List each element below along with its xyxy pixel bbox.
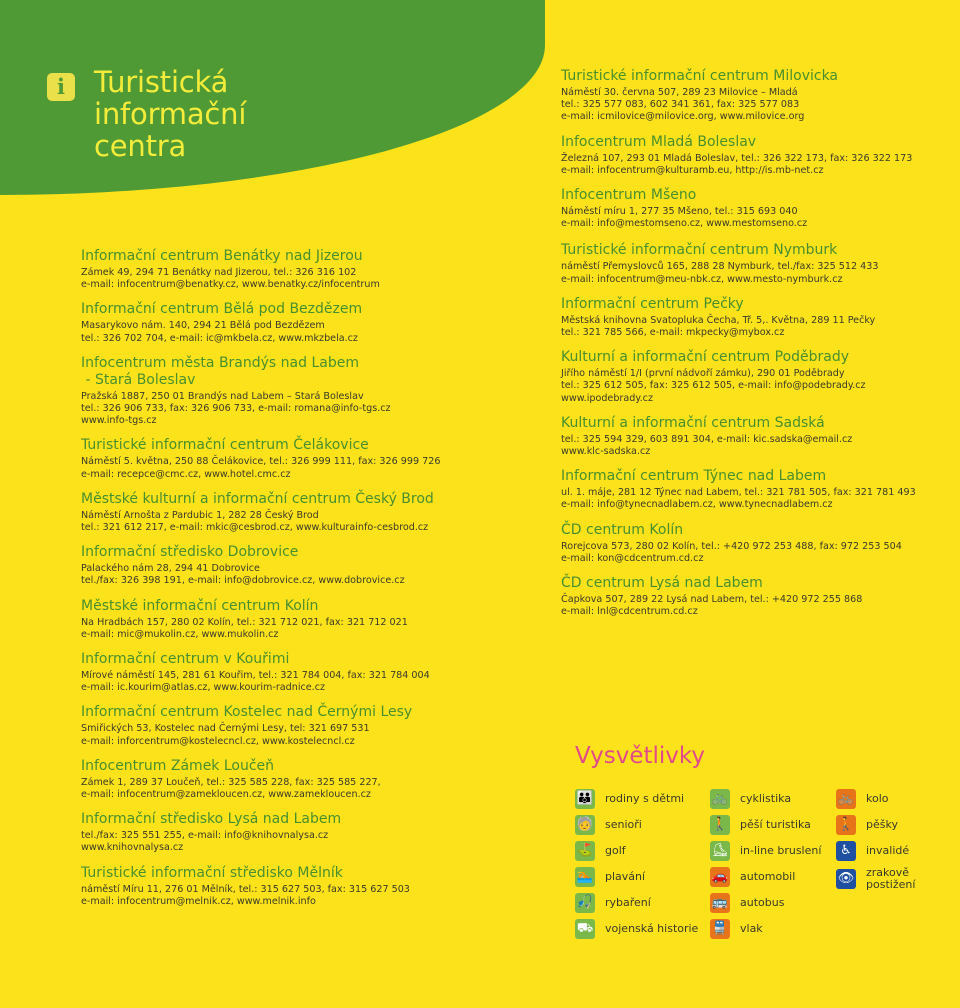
entry-line: e-mail: infocentrum@meu-nbk.cz, www.mesto-nymburk.cz — [561, 273, 843, 285]
legend-item-fishing — [575, 893, 651, 913]
legend-item-inline-skating — [710, 841, 821, 861]
fishing-icon: 🎣 — [575, 893, 595, 913]
entry-title: Informační středisko Dobrovice — [81, 544, 299, 561]
legend-item-walking — [836, 815, 898, 835]
entry-line: Čapkova 507, 289 22 Lysá nad Labem, tel.: +420 972 255 868 — [561, 594, 863, 606]
entry-line: e-mail: ic.kourim@atlas.cz, www.kourim-radnice.cz — [81, 682, 326, 694]
legend-label: rodiny s dětmi — [605, 792, 685, 805]
entry-title: Turistické informační centrum Nymburk — [561, 242, 838, 259]
entry-title: Turistické informační centrum Čelákovice — [81, 437, 369, 454]
entry-title: Turistické informační středisko Mělník — [81, 864, 343, 881]
legend-title: Vysvětlivky — [575, 743, 705, 769]
walking-icon: 🚶 — [836, 815, 856, 835]
entry-line: e-mail: info@mestomseno.cz, www.mestomseno.cz — [561, 218, 808, 230]
legend-label: kolo — [866, 792, 889, 805]
entry-title: Informační centrum Kostelec nad Černými Lesy — [81, 704, 413, 721]
entry-nymburk — [561, 242, 946, 285]
right-column — [561, 68, 946, 618]
entry-line: tel./fax: 326 398 191, e-mail: info@dobrovice.cz, www.dobrovice.cz — [81, 575, 405, 587]
entry-line: Masarykovo nám. 140, 294 21 Bělá pod Bezdězem — [81, 320, 325, 332]
entry-line: e-mail: infocentrum@zamekloucen.cz, www.zamekloucen.cz — [81, 789, 371, 801]
entry-line: e-mail: icmilovice@milovice.org, www.milovice.org — [561, 111, 805, 123]
entry-line: Městská knihovna Svatopluka Čecha, Tř. 5,. Května, 289 11 Pečky — [561, 314, 876, 326]
entry-line: e-mail: inforcentrum@kostelecncl.cz, www.kostelecncl.cz — [81, 735, 355, 747]
legend-label: pěší turistika — [740, 818, 811, 831]
entry-cd-kolin — [561, 522, 946, 565]
entry-title: Městské informační centrum Kolín — [81, 597, 319, 614]
entry-line: tel.: 325 577 083, 602 341 361, fax: 325 577 083 — [561, 99, 800, 111]
entry-line: e-mail: infocentrum@benatky.cz, www.benatky.cz/infocentrum — [81, 279, 380, 291]
entry-line: Smiřických 53, Kostelec nad Černými Lesy, tel: 321 697 531 — [81, 723, 370, 735]
legend-item-seniors — [575, 815, 642, 835]
entry-milovicka — [561, 68, 946, 124]
legend-item-cycling — [710, 789, 791, 809]
family-icon: 👪 — [575, 789, 595, 809]
hiking-icon: 🚶 — [710, 815, 730, 835]
legend-label: vojenská historie — [605, 922, 699, 935]
golf-icon: ⛳ — [575, 841, 595, 861]
entry-line: e-mail: info@tynecnadlabem.cz, www.tynecnadlabem.cz — [561, 499, 833, 511]
entry-kostelec — [81, 704, 541, 747]
page-title — [94, 66, 494, 162]
legend-item-golf — [575, 841, 626, 861]
entry-title: Informační centrum Pečky — [561, 295, 744, 312]
entry-podebrady — [561, 349, 946, 405]
entry-title: Infocentrum Zámek Loučeň — [81, 757, 275, 774]
entry-line: Jiřího náměstí 1/I (první nádvoří zámku), 290 01 Poděbrady — [561, 368, 845, 380]
entry-benatky — [81, 248, 541, 291]
entry-title-continued: - Stará Boleslav — [81, 371, 196, 388]
legend-label: zrakově postižení — [866, 866, 916, 891]
entry-line: tel.: 326 702 704, e-mail: ic@mkbela.cz, www.mkzbela.cz — [81, 332, 358, 344]
entry-title: Informační centrum Benátky nad Jizerou — [81, 248, 363, 264]
entry-title: Informační centrum Bělá pod Bezdězem — [81, 301, 363, 318]
entry-line: e-mail: kon@cdcentrum.cd.cz — [561, 552, 704, 564]
legend-label: pěšky — [866, 818, 898, 831]
legend-label: cyklistika — [740, 792, 792, 805]
legend-item-train — [710, 919, 763, 939]
entry-mseno — [561, 187, 946, 230]
legend-item-bus — [710, 893, 784, 913]
legend-label: senioři — [605, 818, 642, 831]
entry-title: Městské kulturní a informační centrum Český Brod — [81, 490, 434, 507]
entry-brandys — [81, 355, 541, 428]
entry-line: tel./fax: 325 551 255, e-mail: info@knihovnalysa.cz — [81, 830, 329, 842]
page-title-line-3: centra — [94, 129, 187, 163]
entry-line: Náměstí 30. června 507, 289 23 Milovice – Mladá — [561, 87, 798, 98]
entry-line: Náměstí 5. května, 250 88 Čelákovice, tel.: 326 999 111, fax: 326 999 726 — [81, 456, 441, 468]
entry-title: Informační centrum v Kouřimi — [81, 651, 290, 668]
entry-line: náměstí Přemyslovců 165, 288 28 Nymburk, tel./fax: 325 512 433 — [561, 261, 879, 273]
entry-melnik — [81, 865, 541, 908]
entry-dobrovice — [81, 544, 541, 587]
left-column — [81, 248, 541, 908]
legend-item-bicycle — [836, 789, 889, 809]
cycling-icon: 🚲 — [710, 789, 730, 809]
entry-line: e-mail: infocentrum@kulturamb.eu, http://is.mb-net.cz — [561, 164, 824, 176]
entry-line: Náměstí míru 1, 277 35 Mšeno, tel.: 315 693 040 — [561, 206, 798, 218]
entry-kolin — [81, 598, 541, 641]
entry-lysa — [81, 811, 541, 854]
entry-loucen — [81, 758, 541, 801]
legend-label: in-line bruslení — [740, 844, 822, 857]
entry-line: tel.: 325 612 505, fax: 325 612 505, e-mail: info@podebrady.cz — [561, 380, 866, 392]
entry-title: Turistické informační centrum Milovicka — [561, 68, 839, 84]
train-icon: 🚆 — [710, 919, 730, 939]
legend-item-hiking — [710, 815, 811, 835]
legend-label: golf — [605, 844, 626, 857]
entry-title: Infocentrum Mladá Boleslav — [561, 133, 757, 150]
entry-title: Kulturní a informační centrum Poděbrady — [561, 349, 850, 366]
entry-line: e-mail: infocentrum@melnik.cz, www.melnik.info — [81, 895, 316, 907]
entry-title: Informační středisko Lysá nad Labem — [81, 811, 342, 828]
entry-line: e-mail: mic@mukolin.cz, www.mukolin.cz — [81, 628, 279, 640]
entry-celakovice — [81, 437, 541, 480]
entry-line: Náměstí Arnošta z Pardubic 1, 282 28 Český Brod — [81, 509, 319, 521]
entry-line: e-mail: lnl@cdcentrum.cd.cz — [561, 606, 698, 618]
entry-tynec — [561, 468, 946, 511]
entry-cesky-brod — [81, 491, 541, 534]
entry-line: Pražská 1887, 250 01 Brandýs nad Labem – Stará Boleslav — [81, 390, 364, 402]
legend-item-car — [710, 867, 795, 887]
entry-title: ČD centrum Lysá nad Labem — [561, 575, 763, 592]
info-icon: i — [47, 73, 75, 101]
entry-kourim — [81, 651, 541, 694]
visually-impaired-icon: 👁 — [836, 869, 856, 889]
entry-title: Infocentrum Mšeno — [561, 187, 697, 204]
legend-item-swimming — [575, 867, 645, 887]
military-history-icon: ⛟ — [575, 919, 595, 939]
entry-cd-lysa — [561, 575, 946, 618]
entry-line: e-mail: recepce@cmc.cz, www.hotel.cmc.cz — [81, 468, 291, 480]
entry-line: tel.: 321 785 566, e-mail: mkpecky@mybox.cz — [561, 327, 785, 339]
entry-title: Informační centrum Týnec nad Labem — [561, 468, 827, 485]
seniors-icon: 🧓 — [575, 815, 595, 835]
entry-line: Na Hradbách 157, 280 02 Kolín, tel.: 321 712 021, fax: 321 712 021 — [81, 616, 408, 628]
page-title-line-2: informační — [94, 97, 247, 131]
entry-line: www.klc-sadska.cz — [561, 446, 651, 458]
entry-title: ČD centrum Kolín — [561, 521, 684, 538]
inline-skating-icon: ⛸ — [710, 841, 730, 861]
entry-line: tel.: 325 594 329, 603 891 304, e-mail: kic.sadska@email.cz — [561, 433, 853, 445]
entry-line: Zámek 49, 294 71 Benátky nad Jizerou, tel.: 326 316 102 — [81, 267, 357, 278]
entry-line: Rorejcova 573, 280 02 Kolín, tel.: +420 972 253 488, fax: 972 253 504 — [561, 540, 902, 552]
entry-line: Zámek 1, 289 37 Loučeň, tel.: 325 585 228, fax: 325 585 227, — [81, 776, 381, 788]
entry-line: Mírové náměstí 145, 281 61 Kouřim, tel.: 321 784 004, fax: 321 784 004 — [81, 670, 430, 682]
swimming-icon: 🏊 — [575, 867, 595, 887]
entry-line: www.info-tgs.cz — [81, 415, 157, 427]
bus-icon: 🚌 — [710, 893, 730, 913]
entry-line: ul. 1. máje, 281 12 Týnec nad Labem, tel.: 321 781 505, fax: 321 781 493 — [561, 487, 916, 499]
car-icon: 🚗 — [710, 867, 730, 887]
legend-label: rybaření — [605, 896, 651, 909]
bicycle-icon: 🚲 — [836, 789, 856, 809]
entry-line: Železná 107, 293 01 Mladá Boleslav, tel.: 326 322 173, fax: 326 322 173 — [561, 152, 913, 164]
entry-title: Kulturní a informační centrum Sadská — [561, 414, 825, 431]
entry-bela — [81, 301, 541, 344]
wheelchair-icon: ♿ — [836, 841, 856, 861]
entry-line: tel.: 321 612 217, e-mail: mkic@cesbrod.cz, www.kulturainfo-cesbrod.cz — [81, 522, 429, 534]
legend-item-wheelchair — [836, 841, 909, 861]
legend-label: vlak — [740, 922, 763, 935]
entry-mlada-boleslav — [561, 134, 946, 177]
legend-label: automobil — [740, 870, 796, 883]
entry-sadska — [561, 415, 946, 458]
legend-label: invalidé — [866, 844, 910, 857]
legend-item-visually-impaired — [836, 867, 946, 891]
legend-label: autobus — [740, 896, 785, 909]
legend-item-family — [575, 789, 684, 809]
page-title-line-1: Turistická — [94, 65, 229, 99]
legend-item-military-history — [575, 919, 698, 939]
entry-line: www.ipodebrady.cz — [561, 392, 653, 404]
entry-line: www.knihovnalysa.cz — [81, 842, 184, 854]
legend-label: plavání — [605, 870, 646, 883]
entry-title: Infocentrum města Brandýs nad Labem — [81, 354, 359, 371]
entry-line: tel.: 326 906 733, fax: 326 906 733, e-mail: romana@info-tgs.cz — [81, 403, 391, 415]
entry-pecky — [561, 296, 946, 339]
entry-line: Palackého nám 28, 294 41 Dobrovice — [81, 563, 260, 575]
entry-line: náměstí Míru 11, 276 01 Mělník, tel.: 315 627 503, fax: 315 627 503 — [81, 883, 410, 895]
